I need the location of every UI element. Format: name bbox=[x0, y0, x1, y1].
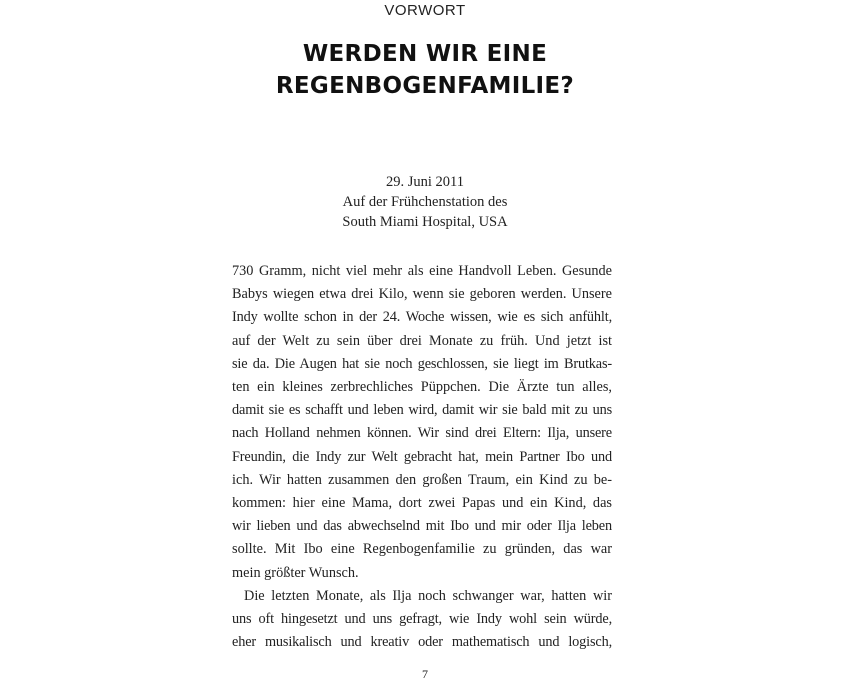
chapter-title bbox=[0, 38, 850, 102]
body-line: kommen: hier eine Mama, dort zwei Papas und ein Kind, das bbox=[232, 495, 612, 512]
body-line: Babys wiegen etwa drei Kilo, wenn sie geboren werden. Unsere bbox=[232, 286, 612, 303]
body-line: ich. Wir hatten zusammen den großen Traum, ein Kind zu be- bbox=[232, 471, 612, 488]
body-line: ten ein kleines zerbrechliches Püppchen. Die Ärzte tun alles, bbox=[232, 379, 612, 396]
body-line: sollte. Mit Ibo eine Regenbogenfamilie zu gründen, das war bbox=[232, 541, 612, 558]
section-label: VORWORT bbox=[384, 2, 466, 19]
dateline-place-1: Auf der Frühchenstation des bbox=[342, 194, 508, 210]
chapter-title-line-1: WERDEN WIR EINE bbox=[302, 41, 548, 67]
body-line: eher musikalisch und kreativ oder mathematisch und logisch, bbox=[232, 634, 612, 651]
chapter-title-line-2: REGENBOGENFAMILIE? bbox=[275, 73, 575, 99]
body-line: 730 Gramm, nicht viel mehr als eine Handvoll Leben. Gesunde bbox=[232, 263, 612, 279]
dateline bbox=[0, 172, 850, 232]
body-line: auf der Welt zu sein über drei Monate zu früh. Und jetzt ist bbox=[232, 332, 612, 349]
dateline-date: 29. Juni 2011 bbox=[385, 174, 464, 190]
dateline-place-2: South Miami Hospital, USA bbox=[342, 214, 508, 230]
page-number: 7 bbox=[422, 667, 428, 681]
body-line: damit sie es schafft und leben wird, damit wir sie bald mit zu uns bbox=[232, 402, 612, 419]
body-line: Freundin, die Indy zur Welt gebracht hat, mein Partner Ibo und bbox=[232, 448, 612, 465]
body-line: mein größter Wunsch. bbox=[232, 564, 359, 581]
body-text bbox=[232, 260, 612, 654]
body-line: Die letzten Monate, als Ilja noch schwanger war, hatten wir bbox=[244, 587, 612, 604]
body-line: sie da. Die Augen hat sie noch geschlossen, sie liegt im Brutkas- bbox=[232, 355, 612, 372]
body-line: nach Holland nehmen können. Wir sind drei Eltern: Ilja, unsere bbox=[232, 425, 612, 442]
body-line: Indy wollte schon in der 24. Woche wissen, wie es sich anfühlt, bbox=[232, 309, 612, 326]
body-line: wir lieben und das abwechselnd mit Ibo und mir oder Ilja leben bbox=[232, 518, 612, 535]
body-line: uns oft hingesetzt und uns gefragt, wie Indy wohl sein würde, bbox=[232, 611, 612, 628]
